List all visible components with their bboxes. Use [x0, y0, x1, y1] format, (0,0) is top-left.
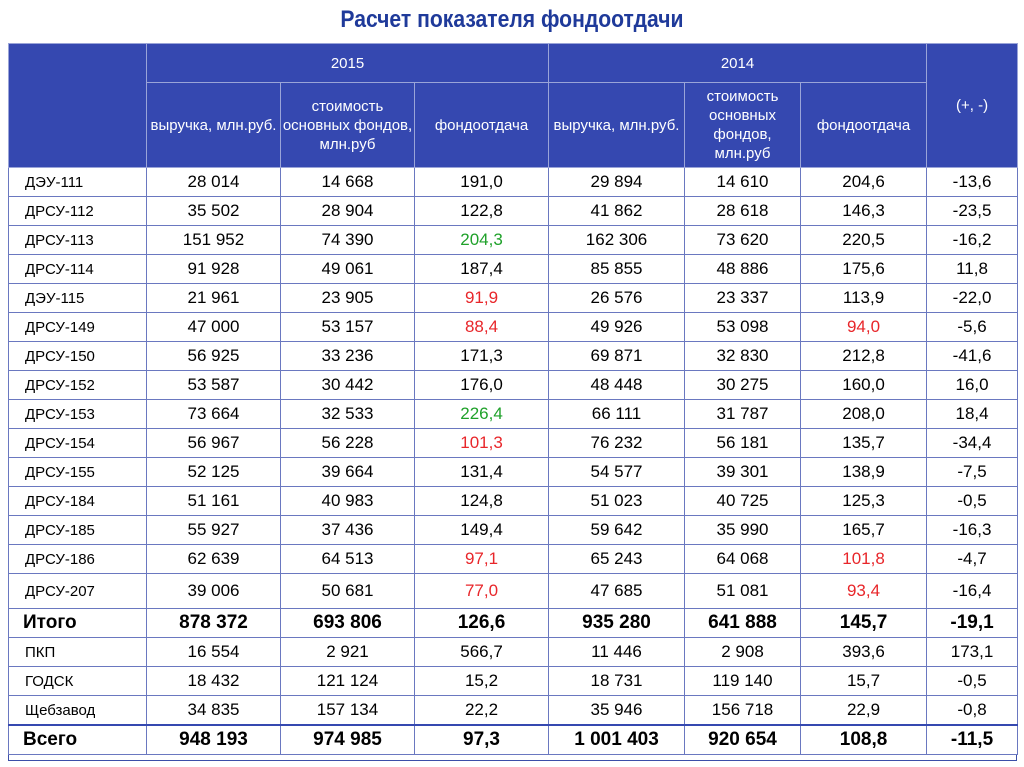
cell-assets-2014: 14 610 [685, 168, 801, 197]
cell-assets-2015: 64 513 [281, 545, 415, 574]
cell-ratio-2014: 138,9 [801, 458, 927, 487]
cell-revenue-2015: 21 961 [147, 284, 281, 313]
cell-assets-2015: 23 905 [281, 284, 415, 313]
cell-assets-2014: 53 098 [685, 313, 801, 342]
table-row [9, 638, 1018, 667]
table-row [9, 284, 1018, 313]
header-delta: (+, -) [927, 44, 1018, 168]
cell-assets-2015: 39 664 [281, 458, 415, 487]
header-assets-2015: стоимость основных фондов, млн.руб [281, 83, 415, 168]
cell-ratio-2015: 91,9 [415, 284, 549, 313]
cell-revenue-2015: 34 835 [147, 696, 281, 726]
table-row [9, 609, 1018, 638]
cell-delta: -4,7 [927, 545, 1018, 574]
cell-delta: -34,4 [927, 429, 1018, 458]
cell-revenue-2014: 76 232 [549, 429, 685, 458]
page-title: Расчет показателя фондоотдачи [340, 6, 684, 33]
cell-ratio-2015: 187,4 [415, 255, 549, 284]
row-name: ДЭУ-111 [9, 168, 147, 197]
table-row [9, 696, 1018, 726]
header-revenue-2014: выручка, млн.руб. [549, 83, 685, 168]
cell-assets-2014: 51 081 [685, 574, 801, 609]
cell-ratio-2015: 176,0 [415, 371, 549, 400]
cell-revenue-2014: 85 855 [549, 255, 685, 284]
cell-assets-2014: 920 654 [685, 725, 801, 755]
cell-ratio-2015: 566,7 [415, 638, 549, 667]
row-name: ДРСУ-149 [9, 313, 147, 342]
cell-ratio-2014: 94,0 [801, 313, 927, 342]
cell-revenue-2015: 39 006 [147, 574, 281, 609]
header-blank [9, 44, 147, 168]
cell-assets-2015: 14 668 [281, 168, 415, 197]
cell-ratio-2014: 175,6 [801, 255, 927, 284]
cell-revenue-2014: 48 448 [549, 371, 685, 400]
cell-assets-2014: 40 725 [685, 487, 801, 516]
cell-delta: -0,8 [927, 696, 1018, 726]
cell-assets-2014: 64 068 [685, 545, 801, 574]
cell-revenue-2014: 47 685 [549, 574, 685, 609]
table-row [9, 400, 1018, 429]
header-revenue-2015: выручка, млн.руб. [147, 83, 281, 168]
cell-assets-2014: 73 620 [685, 226, 801, 255]
table-row [9, 487, 1018, 516]
cell-revenue-2015: 52 125 [147, 458, 281, 487]
row-name: ДРСУ-185 [9, 516, 147, 545]
cell-revenue-2014: 65 243 [549, 545, 685, 574]
row-name: ДРСУ-114 [9, 255, 147, 284]
row-name: ДРСУ-150 [9, 342, 147, 371]
cell-ratio-2015: 97,3 [415, 725, 549, 755]
cell-ratio-2014: 204,6 [801, 168, 927, 197]
cell-revenue-2015: 878 372 [147, 609, 281, 638]
cell-delta: 173,1 [927, 638, 1018, 667]
row-name: ДРСУ-184 [9, 487, 147, 516]
row-name: ДРСУ-112 [9, 197, 147, 226]
cell-assets-2015: 56 228 [281, 429, 415, 458]
cell-revenue-2014: 59 642 [549, 516, 685, 545]
cell-revenue-2015: 56 925 [147, 342, 281, 371]
cell-delta: -0,5 [927, 487, 1018, 516]
cell-ratio-2014: 22,9 [801, 696, 927, 726]
cell-ratio-2014: 160,0 [801, 371, 927, 400]
cell-revenue-2015: 73 664 [147, 400, 281, 429]
cell-assets-2014: 119 140 [685, 667, 801, 696]
cell-delta: -22,0 [927, 284, 1018, 313]
table-row [9, 168, 1018, 197]
cell-revenue-2014: 1 001 403 [549, 725, 685, 755]
cell-ratio-2014: 393,6 [801, 638, 927, 667]
cell-delta: 11,8 [927, 255, 1018, 284]
table-row [9, 371, 1018, 400]
cell-delta: -5,6 [927, 313, 1018, 342]
cell-revenue-2014: 35 946 [549, 696, 685, 726]
cell-delta: -19,1 [927, 609, 1018, 638]
header-assets-2014: стоимость основных фондов, млн.руб [685, 83, 801, 168]
cell-assets-2015: 157 134 [281, 696, 415, 726]
cell-ratio-2014: 220,5 [801, 226, 927, 255]
cell-revenue-2014: 49 926 [549, 313, 685, 342]
cell-assets-2014: 156 718 [685, 696, 801, 726]
cell-assets-2015: 693 806 [281, 609, 415, 638]
row-name: Итого [9, 609, 147, 638]
header-year-2015: 2015 [147, 44, 549, 83]
cell-revenue-2014: 18 731 [549, 667, 685, 696]
row-name: ПКП [9, 638, 147, 667]
header-year-2014: 2014 [549, 44, 927, 83]
cell-ratio-2014: 135,7 [801, 429, 927, 458]
cell-assets-2014: 39 301 [685, 458, 801, 487]
cell-assets-2014: 2 908 [685, 638, 801, 667]
cell-revenue-2015: 35 502 [147, 197, 281, 226]
cell-delta: -13,6 [927, 168, 1018, 197]
cell-ratio-2015: 88,4 [415, 313, 549, 342]
cell-assets-2015: 33 236 [281, 342, 415, 371]
row-name: ДРСУ-153 [9, 400, 147, 429]
row-name: ДЭУ-115 [9, 284, 147, 313]
cell-delta: 16,0 [927, 371, 1018, 400]
cell-revenue-2014: 66 111 [549, 400, 685, 429]
cell-ratio-2015: 204,3 [415, 226, 549, 255]
cell-revenue-2014: 29 894 [549, 168, 685, 197]
cell-ratio-2015: 126,6 [415, 609, 549, 638]
cell-revenue-2015: 47 000 [147, 313, 281, 342]
table-row [9, 197, 1018, 226]
cell-revenue-2015: 91 928 [147, 255, 281, 284]
cell-ratio-2014: 146,3 [801, 197, 927, 226]
cell-delta: -7,5 [927, 458, 1018, 487]
cell-revenue-2015: 18 432 [147, 667, 281, 696]
cell-ratio-2014: 113,9 [801, 284, 927, 313]
header-ratio-2014: фондоотдача [801, 83, 927, 168]
cell-ratio-2015: 226,4 [415, 400, 549, 429]
cell-revenue-2015: 56 967 [147, 429, 281, 458]
row-name: ДРСУ-207 [9, 574, 147, 609]
cell-revenue-2015: 948 193 [147, 725, 281, 755]
cell-revenue-2014: 162 306 [549, 226, 685, 255]
cell-assets-2015: 28 904 [281, 197, 415, 226]
cell-ratio-2015: 22,2 [415, 696, 549, 726]
cell-assets-2014: 641 888 [685, 609, 801, 638]
cell-assets-2015: 30 442 [281, 371, 415, 400]
row-name: ДРСУ-154 [9, 429, 147, 458]
cell-assets-2014: 48 886 [685, 255, 801, 284]
cell-revenue-2015: 151 952 [147, 226, 281, 255]
cell-delta: -16,3 [927, 516, 1018, 545]
row-name: ГОДСК [9, 667, 147, 696]
cell-assets-2015: 37 436 [281, 516, 415, 545]
cell-revenue-2014: 69 871 [549, 342, 685, 371]
table-row [9, 458, 1018, 487]
table-row [9, 667, 1018, 696]
cell-ratio-2014: 101,8 [801, 545, 927, 574]
table-row [9, 255, 1018, 284]
cell-assets-2014: 32 830 [685, 342, 801, 371]
cell-ratio-2014: 165,7 [801, 516, 927, 545]
cell-revenue-2014: 51 023 [549, 487, 685, 516]
row-name: Щебзавод [9, 696, 147, 726]
cell-assets-2015: 50 681 [281, 574, 415, 609]
row-name: Всего [9, 725, 147, 755]
cell-revenue-2015: 53 587 [147, 371, 281, 400]
cell-ratio-2014: 93,4 [801, 574, 927, 609]
table-row [9, 545, 1018, 574]
cell-ratio-2014: 212,8 [801, 342, 927, 371]
cell-assets-2014: 31 787 [685, 400, 801, 429]
cell-assets-2015: 121 124 [281, 667, 415, 696]
cell-ratio-2015: 191,0 [415, 168, 549, 197]
cell-assets-2015: 32 533 [281, 400, 415, 429]
cell-revenue-2014: 11 446 [549, 638, 685, 667]
row-name: ДРСУ-152 [9, 371, 147, 400]
cell-assets-2014: 35 990 [685, 516, 801, 545]
cell-delta: -11,5 [927, 725, 1018, 755]
cell-ratio-2014: 15,7 [801, 667, 927, 696]
cell-revenue-2014: 26 576 [549, 284, 685, 313]
cell-revenue-2015: 55 927 [147, 516, 281, 545]
cell-assets-2014: 56 181 [685, 429, 801, 458]
table-row [9, 516, 1018, 545]
cell-revenue-2014: 41 862 [549, 197, 685, 226]
cell-delta: -41,6 [927, 342, 1018, 371]
table-row [9, 313, 1018, 342]
cell-delta: 18,4 [927, 400, 1018, 429]
cell-ratio-2015: 171,3 [415, 342, 549, 371]
cell-ratio-2015: 131,4 [415, 458, 549, 487]
cell-ratio-2014: 208,0 [801, 400, 927, 429]
cell-revenue-2015: 28 014 [147, 168, 281, 197]
cell-ratio-2015: 124,8 [415, 487, 549, 516]
header-ratio-2015: фондоотдача [415, 83, 549, 168]
cell-ratio-2015: 15,2 [415, 667, 549, 696]
cell-ratio-2014: 125,3 [801, 487, 927, 516]
cell-revenue-2015: 16 554 [147, 638, 281, 667]
row-name: ДРСУ-186 [9, 545, 147, 574]
cell-assets-2015: 40 983 [281, 487, 415, 516]
data-table [8, 43, 1018, 755]
cell-ratio-2014: 108,8 [801, 725, 927, 755]
table-row [9, 725, 1018, 755]
cell-assets-2015: 2 921 [281, 638, 415, 667]
cell-ratio-2015: 149,4 [415, 516, 549, 545]
table-row [9, 429, 1018, 458]
cell-assets-2014: 30 275 [685, 371, 801, 400]
row-name: ДРСУ-113 [9, 226, 147, 255]
table-row [9, 226, 1018, 255]
table-row [9, 342, 1018, 371]
cell-ratio-2014: 145,7 [801, 609, 927, 638]
table-row [9, 574, 1018, 609]
cell-ratio-2015: 101,3 [415, 429, 549, 458]
cell-revenue-2015: 62 639 [147, 545, 281, 574]
cell-delta: -16,2 [927, 226, 1018, 255]
cell-delta: -16,4 [927, 574, 1018, 609]
cell-assets-2014: 28 618 [685, 197, 801, 226]
cell-revenue-2014: 54 577 [549, 458, 685, 487]
cell-revenue-2014: 935 280 [549, 609, 685, 638]
cell-ratio-2015: 97,1 [415, 545, 549, 574]
cell-delta: -0,5 [927, 667, 1018, 696]
row-name: ДРСУ-155 [9, 458, 147, 487]
cell-assets-2015: 974 985 [281, 725, 415, 755]
cell-assets-2015: 53 157 [281, 313, 415, 342]
cell-delta: -23,5 [927, 197, 1018, 226]
cell-assets-2014: 23 337 [685, 284, 801, 313]
cell-revenue-2015: 51 161 [147, 487, 281, 516]
cell-ratio-2015: 77,0 [415, 574, 549, 609]
cell-assets-2015: 49 061 [281, 255, 415, 284]
cell-assets-2015: 74 390 [281, 226, 415, 255]
cell-ratio-2015: 122,8 [415, 197, 549, 226]
